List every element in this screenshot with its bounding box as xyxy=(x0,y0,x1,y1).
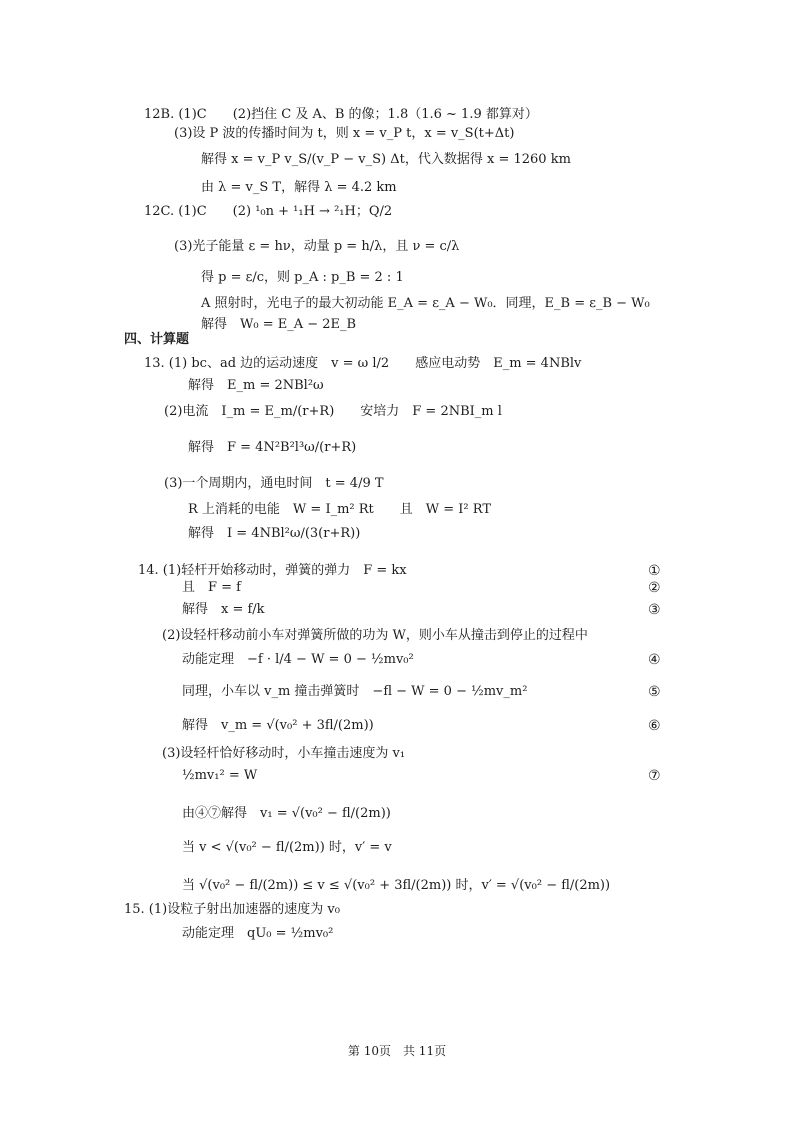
answer-14-v1: 由④⑦解得 v₁ = √(v₀² − fl/(2m)) xyxy=(182,806,391,821)
answer-14-part3: (3)设轻杆恰好移动时，小车撞击速度为 v₁ xyxy=(162,746,406,761)
equation-number: ④ xyxy=(648,652,661,668)
answer-13-current: 解得 I = 4NBl²ω/(3(r+R)) xyxy=(188,526,361,541)
answer-15-energy: 动能定理 qU₀ = ½mv₀² xyxy=(182,926,334,941)
answer-13-energy: R 上消耗的电能 W = I_m² Rt 且 W = I² RT xyxy=(188,502,491,517)
answer-12b-part1: 12B. (1)C (2)挡住 C 及 A、B 的像；1.8（1.6 ~ 1.9 都算对） xyxy=(144,107,538,122)
equation-number: ③ xyxy=(648,602,661,618)
answer-12c-part1: 12C. (1)C (2) ¹₀n + ¹₁H → ²₁H；Q/2 xyxy=(144,204,393,219)
answer-13-force: 解得 F = 4N²B²l³ω/(r+R) xyxy=(188,440,357,455)
answer-12b-solve-x: 解得 x = v_P v_S/(v_P − v_S) Δt，代入数据得 x = 1260 km xyxy=(201,152,571,167)
answer-14-part1: 14. (1)轻杆开始移动时，弹簧的弹力 F = kx xyxy=(138,563,407,578)
page-footer: 第 10页 共 11页 xyxy=(347,1044,447,1058)
answer-14-case1: 当 v < √(v₀² − fl/(2m)) 时，v′ = v xyxy=(182,840,392,855)
answer-14-x: 解得 x = f/k xyxy=(182,602,265,617)
answer-14-part2: (2)设轻杆移动前小车对弹簧所做的功为 W，则小车从撞击到停止的过程中 xyxy=(162,628,588,643)
equation-number: ⑥ xyxy=(648,718,661,734)
answer-13-em: 解得 E_m = 2NBl²ω xyxy=(188,378,324,393)
answer-14-case2: 当 √(v₀² − fl/(2m)) ≤ v ≤ √(v₀² + 3fl/(2m)) 时，v′ = √(v₀² − fl/(2m)) xyxy=(182,878,611,893)
answer-12b-lambda: 由 λ = v_S T，解得 λ = 4.2 km xyxy=(201,180,397,195)
answer-14-f-equal: 且 F = f xyxy=(182,580,241,595)
answer-13-part1: 13. (1) bc、ad 边的运动速度 v = ω l/2 感应电动势 E_m = 4NBlv xyxy=(144,356,582,371)
answer-12c-result: 解得 W₀ = E_A − 2E_B xyxy=(201,317,357,332)
answer-12b-part3: (3)设 P 波的传播时间为 t，则 x = v_P t，x = v_S(t+Δt) xyxy=(174,126,515,141)
answer-14-vm-impact: 同理，小车以 v_m 撞击弹簧时 −fl − W = 0 − ½mv_m² xyxy=(182,684,528,699)
equation-number: ⑤ xyxy=(648,684,661,700)
equation-number: ① xyxy=(648,563,661,579)
answer-14-vm: 解得 v_m = √(v₀² + 3fl/(2m)) xyxy=(182,718,374,733)
answer-15-part1: 15. (1)设粒子射出加速器的速度为 v₀ xyxy=(124,902,340,917)
answer-13-part2: (2)电流 I_m = E_m/(r+R) 安培力 F = 2NBI_m l xyxy=(164,404,502,419)
equation-number: ② xyxy=(648,580,661,596)
answer-14-w: ½mv₁² = W xyxy=(182,768,258,783)
equation-number: ⑦ xyxy=(648,768,661,784)
answer-12c-part3: (3)光子能量 ε = hν，动量 p = h/λ，且 ν = c/λ xyxy=(174,239,460,254)
answer-12c-momentum: 得 p = ε/c，则 p_A : p_B = 2 : 1 xyxy=(201,270,404,285)
answer-12c-kinetic: A 照射时，光电子的最大初动能 E_A = ε_A − W₀．同理，E_B = ε_B − W₀ xyxy=(201,296,650,311)
section-heading-calculation: 四、计算题 xyxy=(124,332,190,347)
answer-13-part3: (3)一个周期内，通电时间 t = 4/9 T xyxy=(164,476,384,491)
answer-14-work-energy: 动能定理 −f · l/4 − W = 0 − ½mv₀² xyxy=(182,652,414,667)
